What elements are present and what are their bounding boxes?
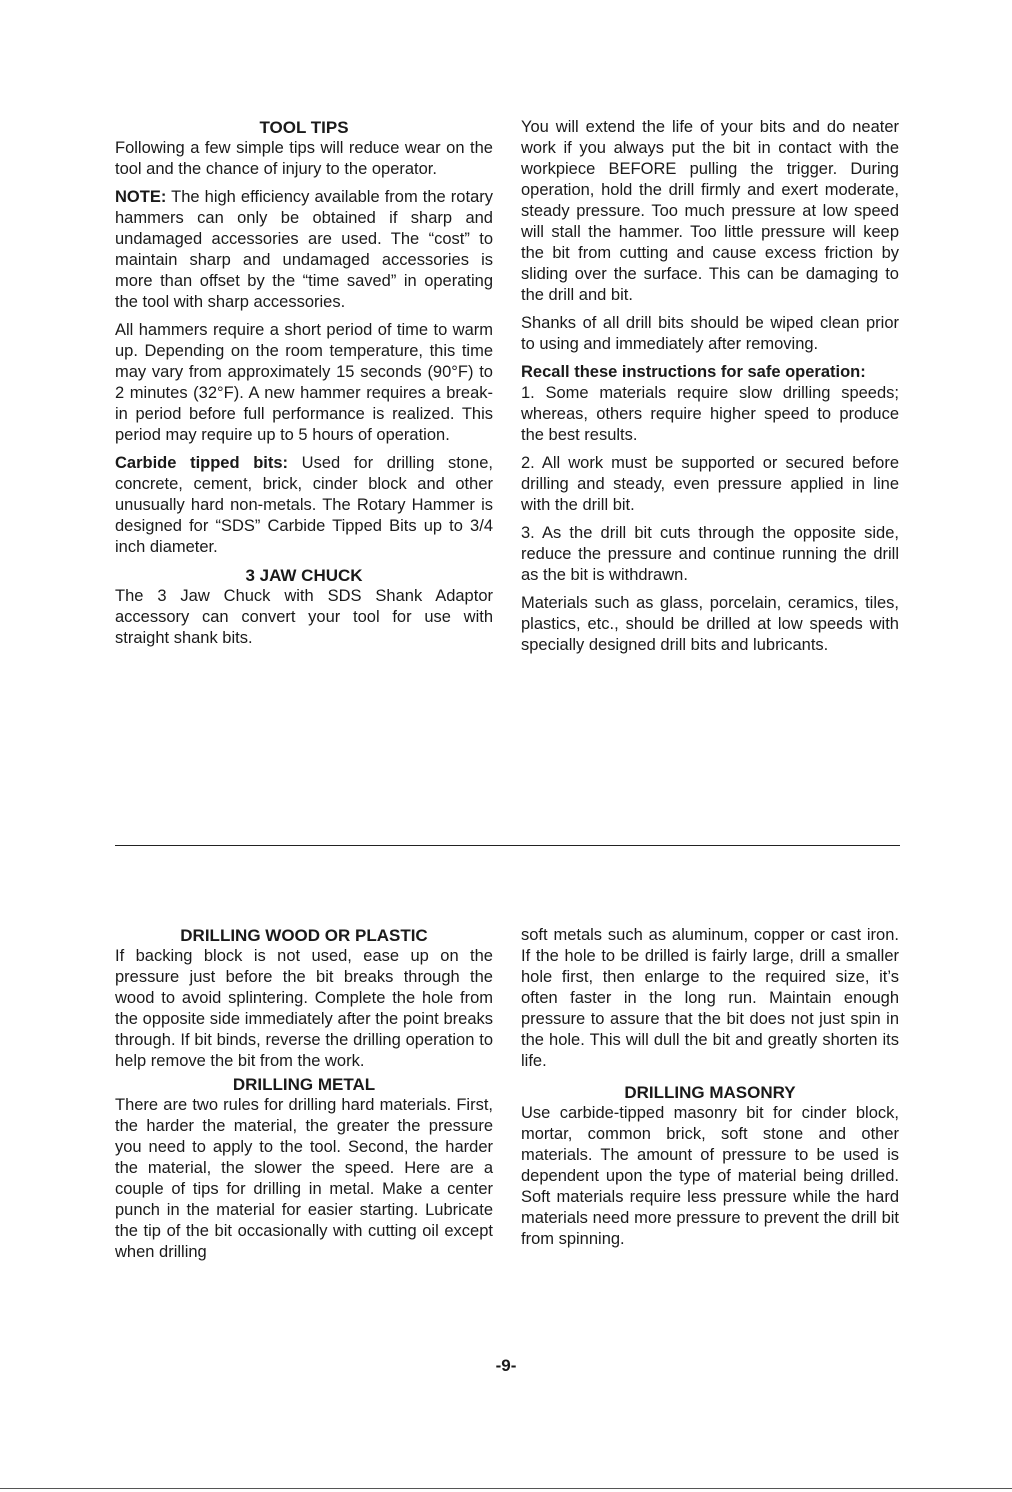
materials-paragraph: Materials such as glass, porcelain, ceramics, tiles, plastics, etc., should be drilled at low speeds with specially designed drill bits and lubricants. [521,594,899,654]
carbide-label: Carbide tipped bits: [115,454,289,472]
drilling-left-column [115,925,493,1270]
drilling-metal-text: There are two rules for drilling hard materials. First, the harder the material, the greater the pressure you need to apply to the tool. Second, the harder the material, the slower the speed. Here are a couple of tips for drilling in metal. Make a center punch in the material for easier starting. Lubricate the tip of the bit occasionally with cutting oil except when drilling [115,1096,493,1261]
drilling-wood-heading: DRILLING WOOD OR PLASTIC [180,926,428,945]
drilling-right-column [521,925,899,1257]
drilling-wood-text: If backing block is not used, ease up on the pressure just before the bit breaks through the wood to avoid splintering. Complete the hole from the opposite side immediately after the point breaks through. If bit binds, reverse the drilling operation to help remove the bit from the work. [115,947,493,1070]
jaw-chuck-text: The 3 Jaw Chuck with SDS Shank Adaptor accessory can convert your tool for use with straight shank bits. [115,587,493,647]
drilling-masonry-heading: DRILLING MASONRY [624,1083,796,1102]
recall-heading: Recall these instructions for safe operation: [521,363,866,381]
section-divider [115,845,900,846]
instruction-item-3: 3. As the drill bit cuts through the opposite side, reduce the pressure and continue running the drill as the bit is withdrawn. [521,524,899,584]
carbide-text: Used for drilling stone, concrete, cement, brick, cinder block and other unusually hard non-metals. The Rotary Hammer is designed for “SDS” Carbide Tipped Bits up to 3/4 inch diameter. [115,454,493,556]
note-paragraph [115,187,493,313]
warmup-paragraph: All hammers require a short period of time to warm up. Depending on the room temperature, this time may vary from approximately 15 seconds (90°F) to 2 minutes (32°F). A new hammer requires a break-in period before full performance is realized. This period may require up to 5 hours of operation. [115,321,493,444]
drilling-metal-continued: soft metals such as aluminum, copper or cast iron. If the hole to be drilled is fairly large, drill a smaller hole first, then enlarge to the required size, it’s often faster in the long run. Maintain enough pressure to assure that the bit does not just spin in the hole. This will dull the bit and greatly shorten its life. [521,926,899,1070]
drilling-metal-heading: DRILLING METAL [232,1075,376,1094]
note-label: NOTE: [115,188,167,206]
instruction-item-2: 2. All work must be supported or secured before drilling and steady, even pressure applied in line with the drill bit. [521,454,899,514]
bit-contact-paragraph: You will extend the life of your bits and do neater work if you always put the bit in contact with the workpiece BEFORE pulling the trigger. During operation, hold the drill firmly and exert moderate, steady pressure. Too much pressure at low speed will stall the hammer. Too little pressure will keep the bit from cutting and cause excess friction by sliding over the surface. This can be damaging to the drill and bit. [521,118,899,304]
shank-paragraph: Shanks of all drill bits should be wiped clean prior to using and immediately after removing. [521,314,899,353]
bit-care-column [521,117,899,663]
note-text: The high efficiency available from the rotary hammers can only be obtained if sharp and undamaged accessories are used. The “cost” to maintain sharp and undamaged accessories is more than offset by the “time saved” in operating the tool with sharp accessories. [115,188,493,311]
page-number: -9- [495,1356,517,1375]
tool-tips-heading: TOOL TIPS [259,118,349,137]
page-edge-line [0,1488,1012,1489]
jaw-chuck-heading: 3 JAW CHUCK [245,566,363,585]
instruction-item-1: 1. Some materials require slow drilling speeds; whereas, others require higher speed to produce the best results. [521,384,899,444]
carbide-paragraph [115,453,493,558]
tool-tips-column [115,117,493,656]
drilling-masonry-text: Use carbide-tipped masonry bit for cinder block, mortar, common brick, soft stone and other materials. The amount of pressure to be used is dependent upon the type of material being drilled. Soft materials require less pressure while the hard materials need more pressure to prevent the drill bit from spinning. [521,1104,899,1248]
tool-tips-intro: Following a few simple tips will reduce wear on the tool and the chance of injury to the operator. [115,139,493,178]
